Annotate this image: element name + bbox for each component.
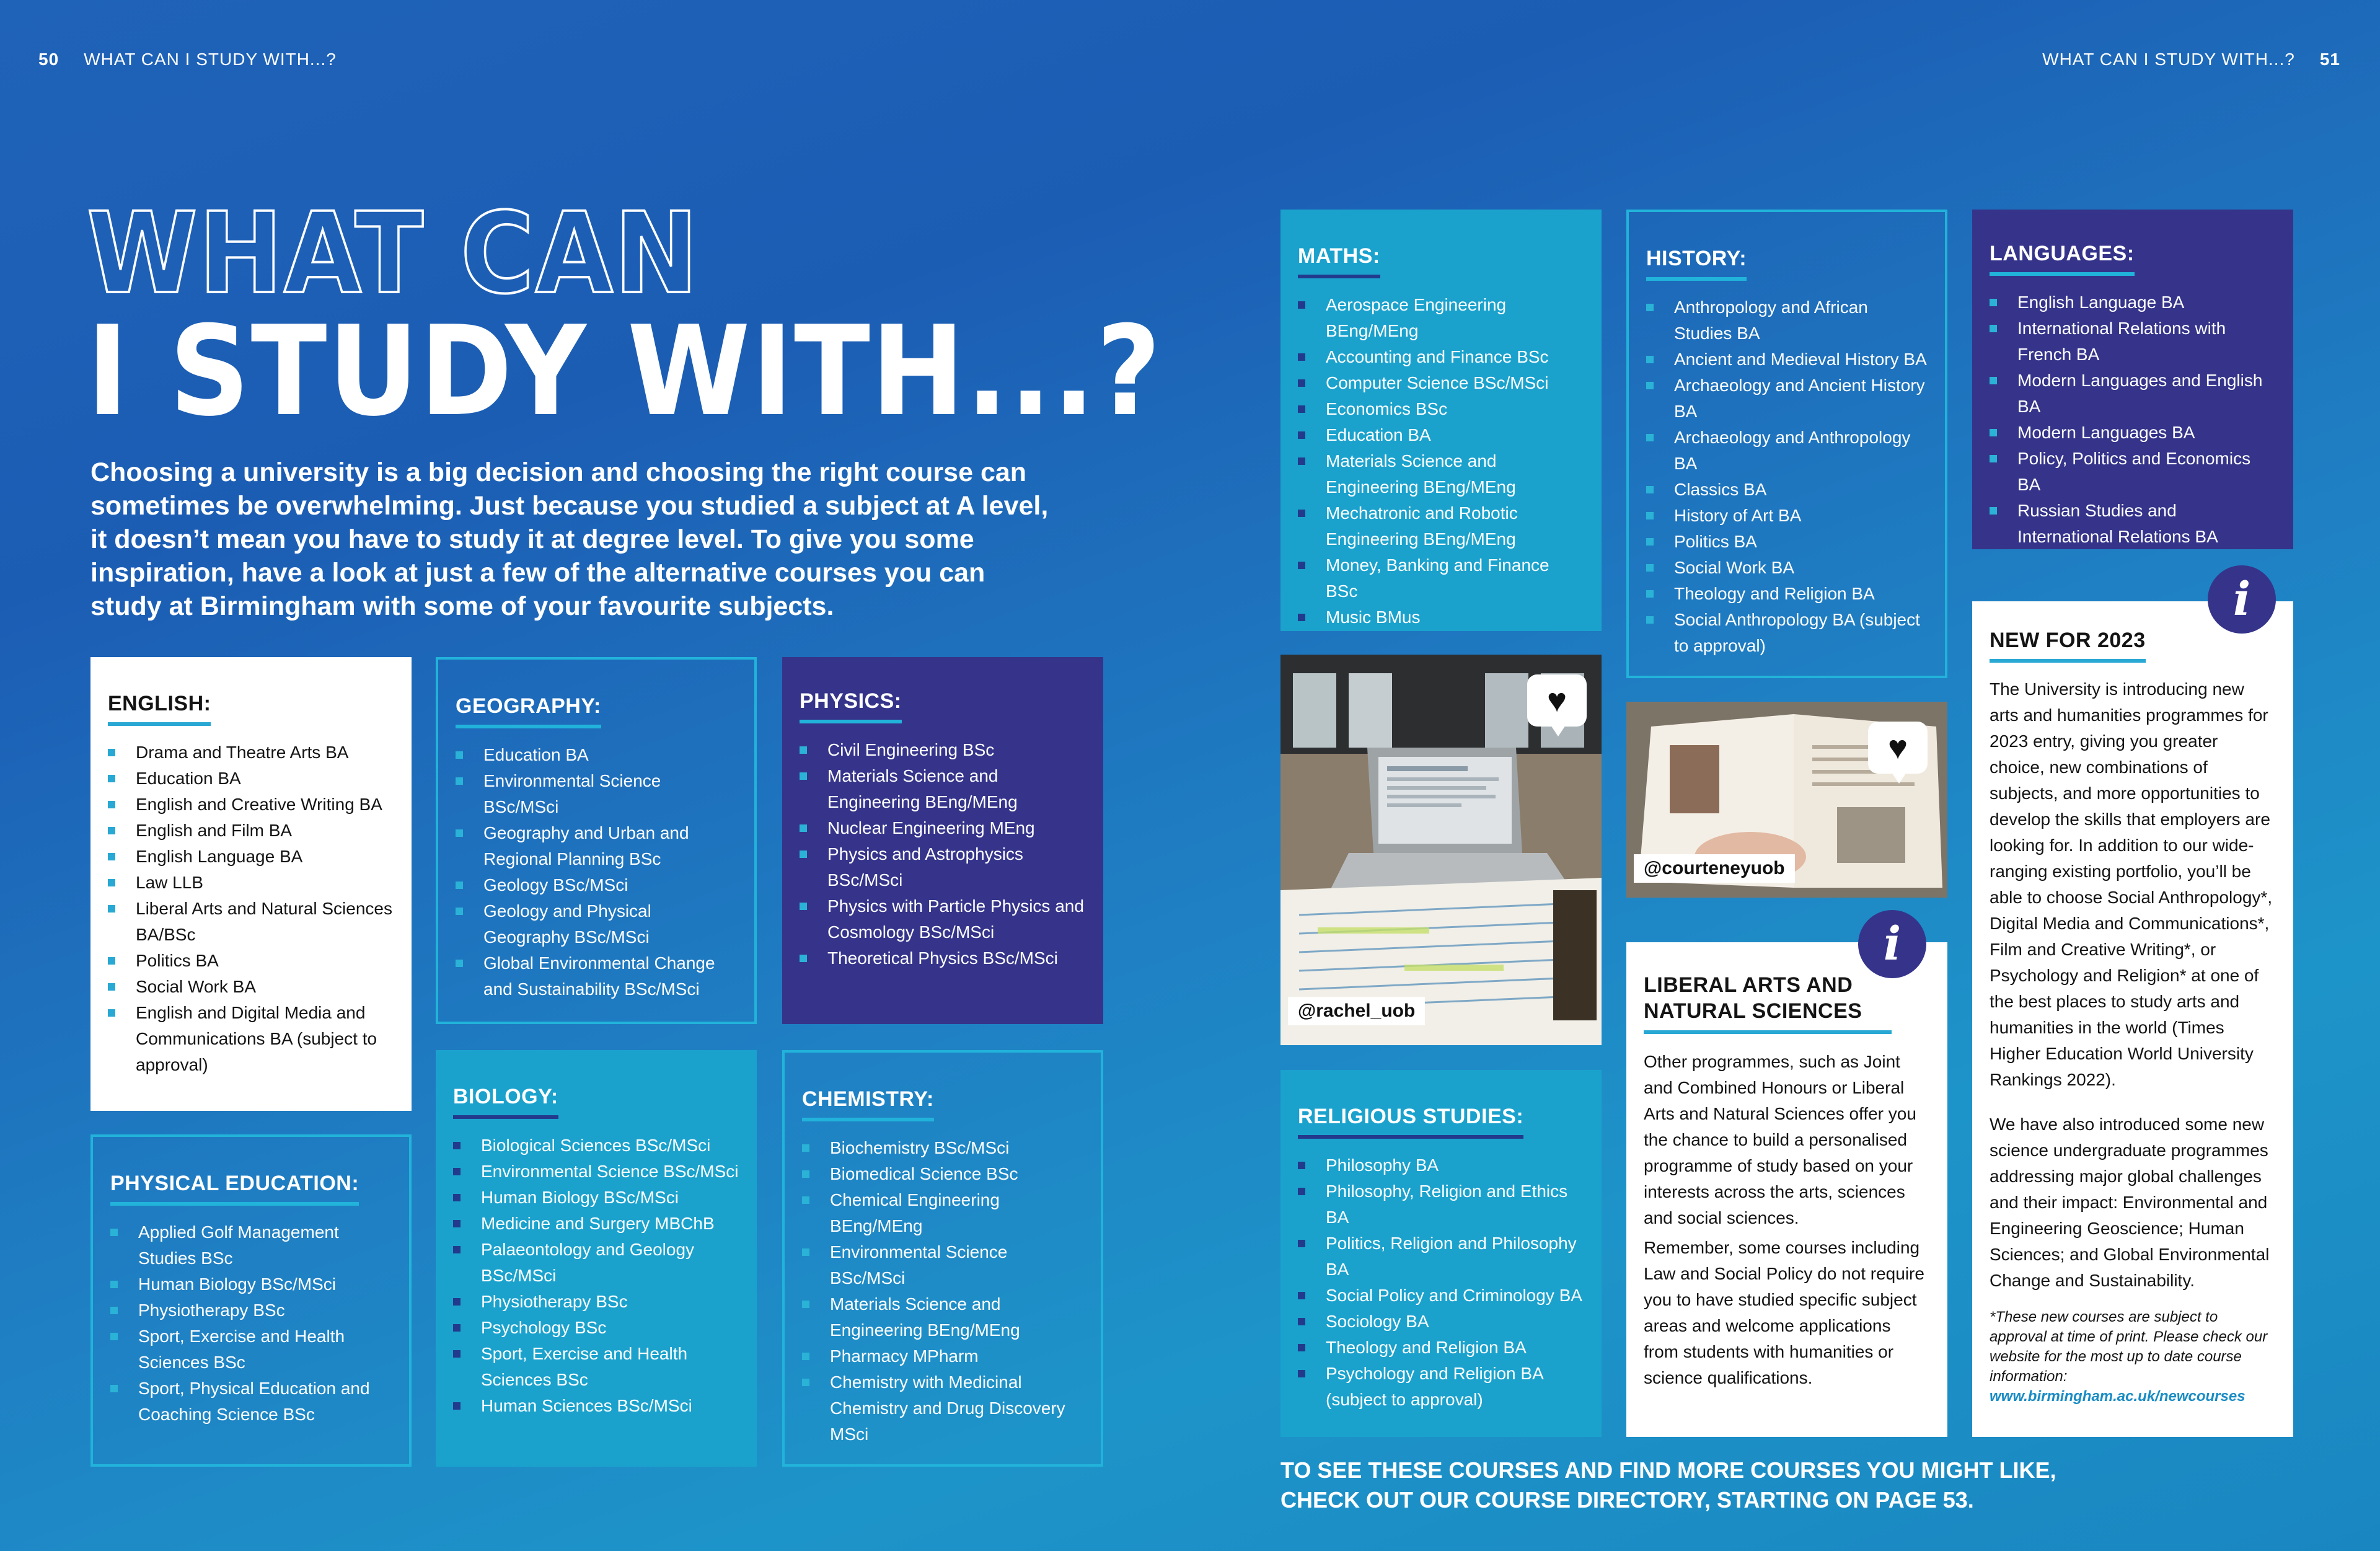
page-number: 50 [38,50,60,69]
course-item: Sport, Exercise and Health Sciences BSc [453,1341,739,1393]
photo-handle: @courteneyuob [1634,854,1795,883]
course-item: Ancient and Medieval History BA [1646,347,1928,373]
history-box [1626,210,1947,678]
course-item: Russian Studies and International Relations BA [1990,498,2276,550]
running-title: WHAT CAN I STUDY WITH...? [2042,50,2295,69]
course-item: Applied Golf Management Studies BSc [110,1219,392,1271]
course-item: Sport, Exercise and Health Sciences BSc [110,1323,392,1376]
course-item: Philosophy BA [1298,1152,1584,1178]
student-desk-photo [1280,655,1602,1045]
course-item: Social Work BA [108,974,394,1000]
course-list [1298,1152,1584,1413]
course-item: Medicine and Surgery MBChB [453,1211,739,1237]
hero-title-outline: WHAT CAN [87,189,700,319]
course-item: Liberal Arts and Natural Sciences BA/BSc [108,896,394,948]
physics-box [782,657,1103,1024]
course-item: Mechatronic and Robotic Engineering BEng/MEng [1298,500,1584,552]
intro-paragraph: Choosing a university is a big decision and choosing the right course can sometimes be overwhelming. Just because you studied a subject at A level, it doesn’t mean you have to study it at degree level. To give you some inspiration, have a look at just a few of the alternative courses you can study at Birmingham with some of your favourite subjects. [90,457,1049,621]
card-paragraph: The University is introducing new arts and humanities programmes for 2023 entry, giving you greater choice, new combinations of subjects, and more opportunities to develop the skills that employers are looking for. In addition to our wide-ranging existing portfolio, you’ll be able to choose Social Anthropology*, Digital Media and Communications*, Film and Creative Writing*, or Psychology and Religion* at one of the best places to study arts and humanities in the world (Times Higher Education World University Rankings 2022). [1990,679,2273,1089]
languages-box [1972,210,2293,549]
biology-box [436,1050,757,1467]
heart-icon: ♥ [1868,722,1928,774]
course-item: Environmental Science BSc/MSci [453,1159,739,1185]
course-item: Education BA [456,742,737,768]
page-header-right [2042,50,2340,69]
card-paragraph: We have also introduced some new science undergraduate programmes addressing major global challenges and their impact: Environmental and Engineering Geoscience; Human Sciences; and Global Environmental Change and Sustainability. [1990,1115,2270,1290]
course-item: Theology and Religion BA [1298,1335,1584,1361]
course-item: Biological Sciences BSc/MSci [453,1133,739,1159]
course-item: Materials Science and Engineering BEng/MEng [802,1291,1083,1343]
course-list [1298,292,1584,630]
course-item: Psychology and Religion BA (subject to approval) [1298,1361,1584,1413]
course-item: Social Anthropology BA (subject to approval) [1646,607,1928,659]
course-directory-cta: TO SEE THESE COURSES AND FIND MORE COURSES YOU MIGHT LIKE, CHECK OUT OUR COURSE DIRECTORY, STARTING ON PAGE 53. [1280,1457,2056,1513]
course-item: Archaeology and Ancient History BA [1646,373,1928,425]
info-icon: i [2208,565,2276,634]
course-item: Biochemistry BSc/MSci [802,1135,1083,1161]
running-title: WHAT CAN I STUDY WITH...? [84,50,337,69]
box-title: BIOLOGY: [453,1085,558,1119]
course-item: Computer Science BSc/MSci [1298,370,1584,396]
page-header-left [38,50,337,69]
open-book-photo [1626,702,1947,898]
english-box [90,657,412,1111]
new-courses-link[interactable]: www.birmingham.ac.uk/newcourses [1990,1388,2246,1405]
card-paragraph: Other programmes, such as Joint and Combined Honours or Liberal Arts and Natural Sciences offer you the chance to build a personalised programme of study based on your interests across the arts, sciences and social sciences. [1644,1052,1916,1227]
course-item: Policy, Politics and Economics BA [1990,446,2276,498]
course-item: Anthropology and African Studies BA [1646,294,1928,347]
course-item: Social Policy and Criminology BA [1298,1283,1584,1309]
course-item: Social Work BA [1646,555,1928,581]
course-item: Chemistry with Medicinal Chemistry and Drug Discovery MSci [802,1369,1083,1447]
chemistry-box [782,1050,1103,1467]
course-item: Civil Engineering BSc [800,737,1086,763]
box-title: MATHS: [1298,244,1380,278]
course-item: Human Biology BSc/MSci [453,1185,739,1211]
course-item: Law LLB [108,870,394,896]
course-item: Physics and Astrophysics BSc/MSci [800,841,1086,893]
course-item: Geology BSc/MSci [456,872,737,898]
info-icon: i [1858,910,1926,978]
course-item: Sociology BA [1298,1309,1584,1335]
course-item: Politics BA [108,948,394,974]
course-list [110,1219,392,1428]
course-list [802,1135,1083,1447]
course-item: Accounting and Finance BSc [1298,344,1584,370]
course-item: Palaeontology and Geology BSc/MSci [453,1237,739,1289]
box-title: ENGLISH: [108,692,211,726]
box-title: HISTORY: [1646,247,1747,281]
course-item: Psychology BSc [453,1315,739,1341]
card-title: NEW FOR 2023 [1990,629,2146,663]
course-item: Chemical Engineering BEng/MEng [802,1187,1083,1239]
course-item: Aerospace Engineering BEng/MEng [1298,292,1584,344]
course-item: English and Creative Writing BA [108,792,394,818]
course-item: Physiotherapy BSc [453,1289,739,1315]
heart-icon: ♥ [1527,674,1587,727]
course-item: Materials Science and Engineering BEng/MEng [1298,448,1584,500]
footnote [1990,1307,2276,1407]
course-list [800,737,1086,971]
course-item: Global Environmental Change and Sustainability BSc/MSci [456,950,737,1002]
course-item: Human Biology BSc/MSci [110,1271,392,1297]
course-item: Physics with Particle Physics and Cosmology BSc/MSci [800,893,1086,945]
course-list [108,740,394,1078]
new-for-2023-card [1972,601,2293,1437]
religious-studies-box [1280,1070,1602,1437]
course-item: Sport, Physical Education and Coaching Science BSc [110,1376,392,1428]
course-item: History of Art BA [1646,503,1928,529]
course-list [1646,294,1928,659]
course-item: Human Sciences BSc/MSci [453,1393,739,1419]
footnote-text: *These new courses are subject to approval at time of print. Please check our website for the most up to date course information: [1990,1309,2268,1385]
course-item: English and Digital Media and Communications BA (subject to approval) [108,1000,394,1078]
card-paragraph: Remember, some courses including Law and Social Policy do not require you to have studied specific subject areas and welcome applications from students with humanities or science qualifications. [1644,1238,1924,1387]
course-item: Politics, Religion and Philosophy BA [1298,1231,1584,1283]
course-item: Physiotherapy BSc [110,1297,392,1323]
course-item: Modern Languages BA [1990,420,2276,446]
course-item: Drama and Theatre Arts BA [108,740,394,766]
course-item: Education BA [108,766,394,792]
course-item: Theoretical Physics BSc/MSci [800,945,1086,971]
course-item: Theology and Religion BA [1646,581,1928,607]
course-item: Politics BA [1646,529,1928,555]
course-item: Environmental Science BSc/MSci [802,1239,1083,1291]
course-item: English Language BA [108,844,394,870]
photo-handle: @rachel_uob [1288,997,1425,1025]
course-item: Nuclear Engineering MEng [800,815,1086,841]
course-item: Economics BSc [1298,396,1584,422]
box-title: GEOGRAPHY: [456,694,601,728]
maths-box [1280,210,1602,631]
box-title: PHYSICAL EDUCATION: [110,1172,359,1206]
course-item: Geology and Physical Geography BSc/MSci [456,898,737,950]
course-list [456,742,737,1002]
course-item: Education BA [1298,422,1584,448]
course-item: International Relations with French BA [1990,316,2276,368]
course-item: Philosophy, Religion and Ethics BA [1298,1178,1584,1231]
geography-box [436,657,757,1024]
box-title: LANGUAGES: [1990,242,2135,276]
course-item: Archaeology and Anthropology BA [1646,425,1928,477]
course-item: Money, Banking and Finance BSc [1298,552,1584,604]
course-item: English Language BA [1990,289,2276,316]
course-item: Music BMus [1298,604,1584,630]
box-title: RELIGIOUS STUDIES: [1298,1105,1523,1139]
course-item: Pharmacy MPharm [802,1343,1083,1369]
course-list [1990,289,2276,550]
box-title: CHEMISTRY: [802,1087,934,1121]
page-number: 51 [2319,50,2340,69]
course-item: Biomedical Science BSc [802,1161,1083,1187]
course-item: English and Film BA [108,818,394,844]
liberal-arts-card [1626,942,1947,1437]
course-item: Environmental Science BSc/MSci [456,768,737,820]
physical-education-box [90,1134,412,1467]
card-title: LIBERAL ARTS AND NATURAL SCIENCES [1644,972,1892,1034]
course-list [453,1133,739,1419]
course-item: Materials Science and Engineering BEng/MEng [800,763,1086,815]
hero-title: I STUDY WITH...? [87,299,1162,444]
course-item: Geography and Urban and Regional Planning BSc [456,820,737,872]
course-item: Modern Languages and English BA [1990,368,2276,420]
box-title: PHYSICS: [800,689,902,723]
course-item: Classics BA [1646,477,1928,503]
